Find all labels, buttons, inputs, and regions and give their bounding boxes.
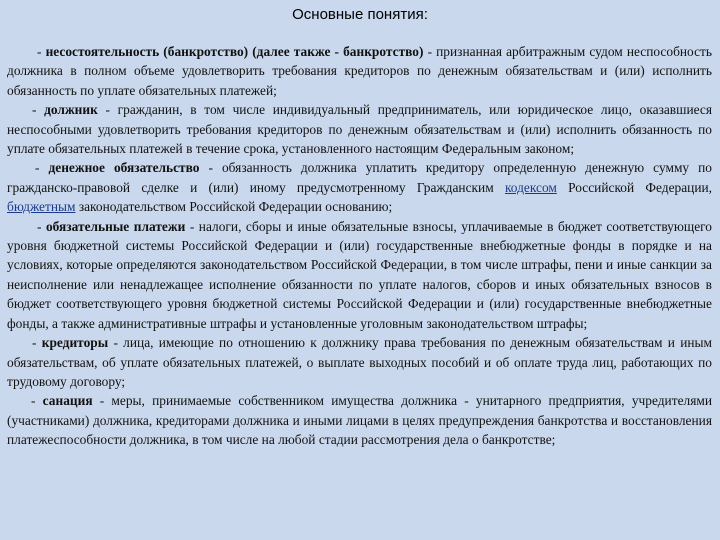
definition-text: - лица, имеющие по отношению к должнику права требования по денежным обязательствам и иным обязательствам, об уплате обязательных платежей, о выплате выходных пособий и об оплате труда лиц, работающих по трудовому договору; bbox=[7, 335, 713, 389]
definition-text: - налоги, сборы и иные обязательные взносы, уплачиваемые в бюджет соответствующего уровня бюджетной системы Российской Федерации и (или) государственные внебюджетные фонды в порядке и на условиях, которые определяются законодательством Российской Федерации, в том числе штрафы, пени и иные санкции за неисполнение или ненадлежащее исполнение обязанности по уплате налогов, сборов и иных обязательных взносов в бюджет соответствующего уровня бюджетной системы Российской Федерации и (или) государственные внебюджетные фонды, а также административные штрафы и установленные уголовным законодательством штрафы; bbox=[7, 218, 712, 331]
definition-prefix: - bbox=[37, 44, 46, 59]
term-debtor: должник bbox=[44, 102, 98, 118]
definition-debtor bbox=[7, 100, 712, 158]
definition-prefix: - bbox=[32, 335, 42, 351]
term-sanation: санация bbox=[42, 393, 93, 409]
term-bankruptcy: несостоятельность (банкротство) (далее также - банкротство) bbox=[45, 44, 424, 59]
definition-monetary-obligation bbox=[7, 158, 712, 216]
definition-bankruptcy bbox=[7, 42, 712, 100]
slide-title: Основные понятия: bbox=[292, 6, 428, 23]
definition-prefix: - bbox=[37, 218, 46, 234]
definition-text: законодательством Российской Федерации основанию; bbox=[75, 199, 393, 215]
definition-text: - гражданин, в том числе индивидуальный предприниматель, или юридическое лицо, оказавшиеся неспособными удовлетворить требования кредиторов по денежным обязательствам и (или) исполнить обязанность по уплате обязательных платежей в течение срока, установленного настоящим Федеральным законом; bbox=[7, 102, 712, 157]
term-mandatory-payments: обязательные платежи bbox=[45, 218, 186, 234]
definition-prefix: - bbox=[32, 102, 45, 118]
definition-mandatory-payments bbox=[7, 217, 712, 333]
definition-text: - признанная арбитражным судом неспособность должника в полном объеме удовлетворить требования кредиторов по денежным обязательствам и (или) исполнить обязанность по уплате обязательных платежей; bbox=[7, 44, 712, 98]
definition-text: Российской Федерации, bbox=[556, 179, 712, 195]
definition-prefix: - bbox=[31, 393, 43, 409]
definition-creditors bbox=[7, 333, 712, 391]
civil-code-link[interactable]: кодексом bbox=[504, 179, 557, 195]
definition-text: - обязанность должника уплатить кредитору определенную денежную сумму по гражданско-правовой сделке и (или) иному предусмотренному Гражданским bbox=[7, 160, 712, 195]
term-creditors: кредиторы bbox=[41, 335, 109, 351]
budget-legislation-link[interactable]: бюджетным bbox=[7, 199, 76, 215]
definition-text: - меры, принимаемые собственником имущества должника - унитарного предприятия, учредителями (участниками) должника, кредиторами должника и иными лицами в целях предупреждения банкротства и восстановления платежеспособности должника, в том числе на любой стадии рассмотрения дела о банкротстве; bbox=[7, 393, 713, 448]
term-monetary-obligation: денежное обязательство bbox=[48, 160, 200, 176]
definitions-list bbox=[7, 42, 712, 450]
definition-sanation bbox=[7, 391, 712, 449]
definition-prefix: - bbox=[35, 160, 49, 176]
